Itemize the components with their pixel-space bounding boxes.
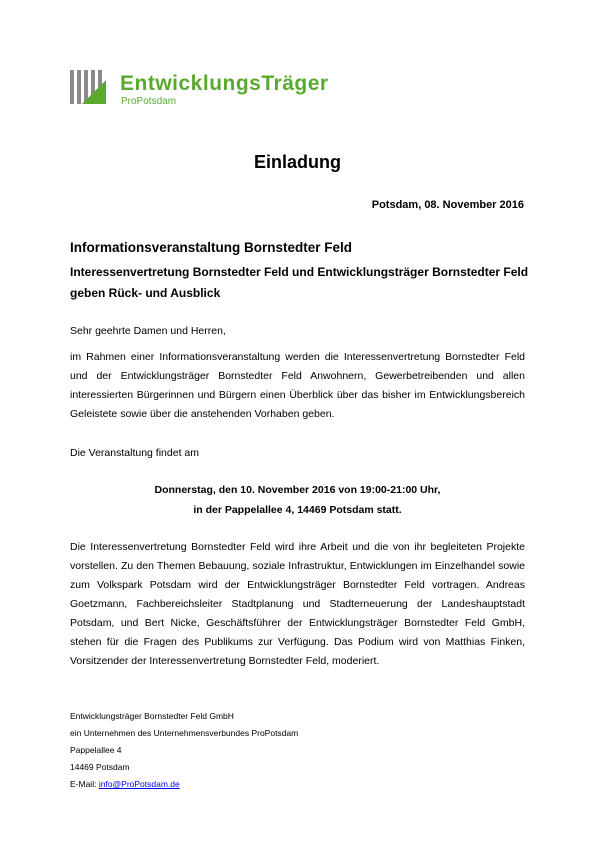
footer-street: Pappelallee 4 bbox=[70, 745, 122, 755]
brand-name: EntwicklungsTräger bbox=[120, 72, 329, 95]
brand-subtitle: ProPotsdam bbox=[121, 96, 177, 107]
paragraph-program: Die Interessenvertretung Bornstedter Feld wird ihre Arbeit und die von ihr begleiteten Projekte vorstellen. Zu den Themen Bebauung, soziale Infrastruktur, Entwicklungen im Einzelhandel sowie zum Volkspark Potsdam wird der Entwicklungsträger Bornstedter Feld vortragen. Andreas Goetzmann, Fachbereichsleiter Stadtplanung und Stadterneuerung der Landeshauptstadt Potsdam, und Bert Nicke, Geschäftsführer der Entwicklungsträger Bornstedter Feld GmbH, stehen für die Fragen des Publikums zur Verfügung. Das Podium wird von Matthias Finken, Vorsitzender der Interessenvertretung Bornstedter Feld, moderiert. bbox=[70, 541, 525, 667]
event-intro: Die Veranstaltung findet am bbox=[70, 447, 199, 459]
event-date-line: Donnerstag, den 10. November 2016 von 19:00-21:00 Uhr, bbox=[154, 484, 441, 496]
footer-group: ein Unternehmen des Unternehmensverbundes ProPotsdam bbox=[70, 728, 299, 738]
footer-city: 14469 Potsdam bbox=[70, 762, 130, 772]
email-link[interactable]: info@ProPotsdam.de bbox=[98, 779, 180, 789]
paragraph-intro: im Rahmen einer Informationsveranstaltung werden die Interessenvertretung Bornstedter Feld und der Entwicklungsträger Bornstedter Feld Anwohnern, Gewerbetreibenden und allen interessierten Bürgerinnen und Bürgern einen Überblick über das bisher im Entwicklungsbereich Geleistete sowie über die anstehenden Vorhaben geben. bbox=[70, 351, 525, 420]
footer-company: Entwicklungsträger Bornstedter Feld GmbH bbox=[70, 711, 234, 721]
footer-email-label: E-Mail: bbox=[70, 779, 99, 789]
document-title: Einladung bbox=[254, 152, 341, 172]
event-location-line: in der Pappelallee 4, 14469 Potsdam statt. bbox=[193, 504, 402, 516]
event-details bbox=[0, 480, 595, 520]
headline: Informationsveranstaltung Bornstedter Feld bbox=[70, 240, 353, 255]
dateline: Potsdam, 08. November 2016 bbox=[371, 199, 524, 211]
footer bbox=[70, 708, 298, 793]
salutation: Sehr geehrte Damen und Herren, bbox=[70, 325, 226, 337]
brand-logo bbox=[70, 70, 380, 110]
subheadline: Interessenvertretung Bornstedter Feld und Entwicklungsträger Bornstedter Feld geben Rück- und Ausblick bbox=[70, 265, 529, 300]
footer-email-row bbox=[70, 776, 298, 793]
logo-mark-icon bbox=[70, 70, 114, 104]
